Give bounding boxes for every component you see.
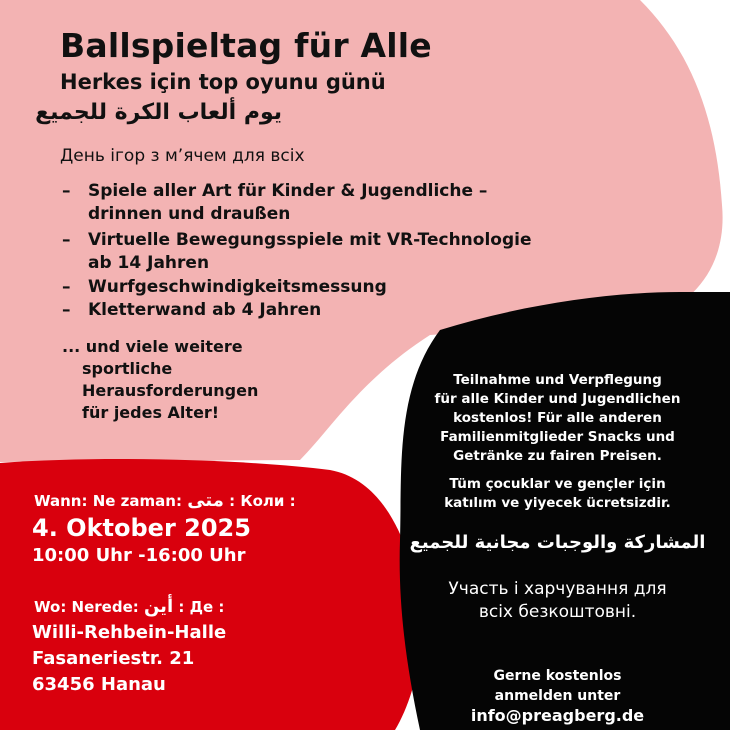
info-line: всіх безкоштовні. [478, 602, 637, 622]
info-line: Teilnahme und Verpflegung [453, 372, 662, 388]
info-arabic: المشاركة والوجبات مجانية للجميع [409, 532, 706, 553]
feature-line: ab 14 Jahren [88, 253, 210, 273]
subtitle-ukrainian: День ігор з м’ячем для всіх [60, 146, 305, 166]
info-line: Familienmitglieder Snacks und [440, 429, 675, 445]
more-line: Herausforderungen [82, 381, 259, 400]
email-link[interactable]: info@preagberg.de [470, 706, 645, 725]
signup-text [385, 666, 730, 726]
feature-line: drinnen und draußen [88, 204, 291, 224]
feature-line: Spiele aller Art für Kinder & Jugendliche – [88, 181, 488, 201]
more-activities-text [62, 336, 258, 424]
dash-bullet: – [62, 230, 71, 250]
more-line: ... und viele weitere [62, 337, 243, 356]
feature-item [62, 180, 487, 226]
feature-item [62, 276, 387, 299]
feature-line: Virtuelle Bewegungsspiele mit VR-Technologie [88, 230, 532, 250]
page-title: Ballspieltag für Alle [60, 26, 432, 65]
signup-line: Gerne kostenlos [493, 668, 622, 684]
where-label-ar: أين [143, 596, 174, 617]
more-line: sportliche [82, 359, 173, 378]
info-line: Участь і харчування для [448, 579, 667, 599]
when-label-uk: : Коли : [229, 492, 296, 510]
info-line: Getränke zu fairen Preisen. [453, 448, 662, 464]
event-date: 4. Oktober 2025 [32, 514, 251, 542]
where-label-uk: : Де : [178, 598, 225, 616]
venue-line: Willi-Rehbein-Halle [32, 622, 227, 643]
info-line: katılım ve yiyecek ücretsizdir. [444, 495, 671, 511]
info-line: für alle Kinder und Jugendlichen [434, 391, 681, 407]
event-time: 10:00 Uhr -16:00 Uhr [32, 545, 246, 566]
where-label [34, 596, 224, 617]
dash-bullet: – [62, 300, 71, 320]
info-german [385, 371, 730, 466]
where-label-de-tr: Wo: Nerede: [34, 598, 139, 616]
feature-item [62, 299, 321, 322]
subtitle-arabic: يوم ألعاب الكرة للجميع [35, 100, 282, 125]
info-line: Tüm çocuklar ve gençler için [449, 476, 666, 492]
venue-line: Fasaneriestr. 21 [32, 648, 195, 669]
when-label-ar: متى [187, 490, 224, 511]
info-turkish [385, 475, 730, 513]
signup-line: anmelden unter [494, 688, 621, 704]
dash-bullet: – [62, 277, 71, 297]
when-label [34, 490, 296, 511]
when-label-de-tr: Wann: Ne zaman: [34, 492, 182, 510]
more-line: für jedes Alter! [82, 403, 220, 422]
info-ukrainian [385, 578, 730, 624]
feature-line: Wurfgeschwindigkeitsmessung [88, 277, 387, 297]
subtitle-turkish: Herkes için top oyunu günü [60, 70, 386, 94]
venue-address [32, 620, 226, 698]
info-line: kostenlos! Für alle anderen [453, 410, 662, 426]
dash-bullet: – [62, 181, 71, 201]
feature-line: Kletterwand ab 4 Jahren [88, 300, 322, 320]
feature-item [62, 229, 532, 275]
venue-line: 63456 Hanau [32, 674, 166, 695]
